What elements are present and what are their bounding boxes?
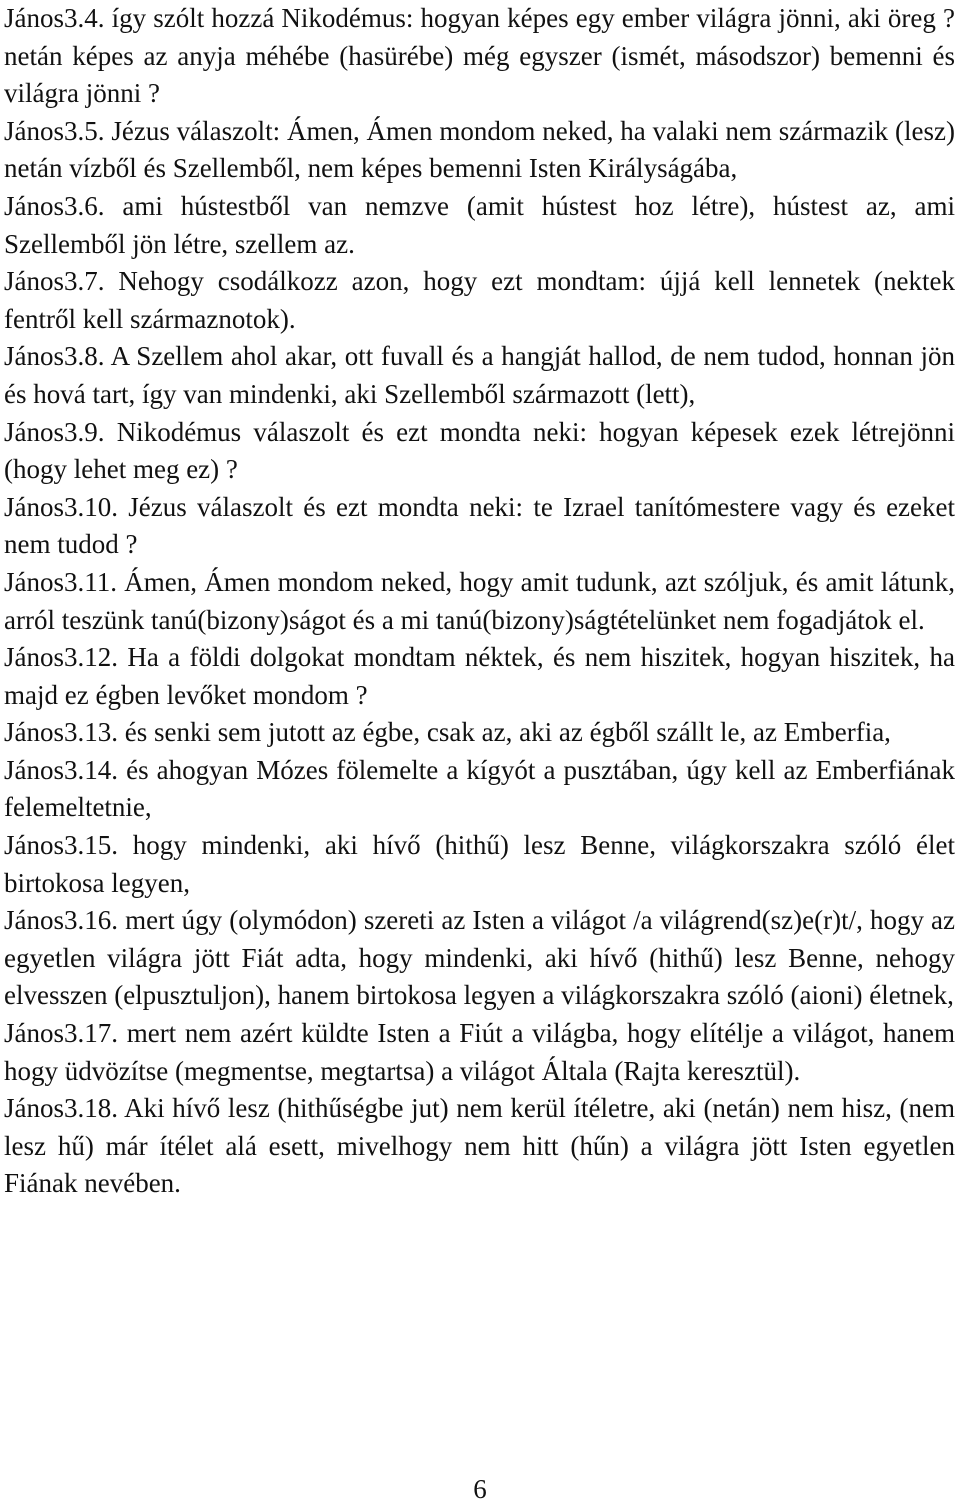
verse-text: és ahogyan Mózes fölemelte a kígyót a pusztában, úgy kell az Emberfiának felemeltetnie,	[4, 754, 955, 823]
verse-text: így szólt hozzá Nikodémus: hogyan képes egy ember világra jönni, aki öreg ? netán képes az anyja méhébe (hasürébe) még egyszer (ismét, másodszor) bemenni és világra jönni ?	[4, 3, 955, 109]
verse-text: A Szellem ahol akar, ott fuvall és a hangját hallod, de nem tudod, honnan jön és hová tart, így van mindenki, aki Szellemből származott (lett),	[4, 341, 956, 409]
verse-reference: János3.7.	[4, 266, 105, 297]
document-body	[4, 0, 955, 1203]
verse-jn-3-5	[4, 113, 955, 188]
verse-reference: János3.14.	[4, 754, 118, 785]
verse-text: ami hústestből van nemzve (amit hústest hoz létre), hústest az, ami Szellemből jön létre, szellem az.	[4, 190, 955, 259]
verse-jn-3-6	[4, 188, 955, 263]
verse-text: Ha a földi dolgokat mondtam néktek, és nem hiszitek, hogyan hiszitek, ha majd ez égben levőket mondom ?	[4, 642, 955, 710]
verse-jn-3-16	[4, 902, 955, 1015]
verse-jn-3-17	[4, 1015, 955, 1090]
verse-jn-3-12	[4, 639, 955, 714]
verse-reference: János3.16.	[4, 905, 118, 936]
verse-reference: János3.8.	[4, 341, 105, 372]
verse-reference: János3.10.	[4, 491, 118, 522]
verse-text: Jézus válaszolt és ezt mondta neki: te Izrael tanítómestere vagy és ezeket nem tudod ?	[4, 491, 956, 560]
verse-jn-3-8	[4, 338, 955, 413]
verse-text: Nikodémus válaszolt és ezt mondta neki: hogyan képesek ezek létrejönni (hogy lehet meg ez) ?	[4, 416, 956, 485]
verse-reference: János3.12.	[4, 642, 118, 673]
verse-jn-3-10	[4, 489, 955, 564]
page-number: 6	[473, 1474, 487, 1504]
verse-jn-3-4	[4, 0, 955, 113]
verse-reference: János3.11.	[4, 566, 117, 597]
verse-reference: János3.5.	[4, 115, 105, 146]
verse-text: Ámen, Ámen mondom neked, hogy amit tudunk, azt szóljuk, és amit látunk, arról teszünk tanú(bizony)ságot és a mi tanú(bizony)ságtételünket nem fogadjátok el.	[4, 566, 956, 635]
verse-reference: János3.17.	[4, 1018, 118, 1049]
verse-reference: János3.9.	[4, 416, 105, 447]
verse-text: mert nem azért küldte Isten a Fiút a világba, hogy elítélje a világot, hanem hogy üdvözítse (megmentse, megtartsa) a világot Általa (Rajta keresztül).	[4, 1018, 955, 1086]
verse-text: Nehogy csodálkozz azon, hogy ezt mondtam: újjá kell lennetek (nektek fentről kell származnotok).	[4, 266, 955, 334]
verse-text: Jézus válaszolt: Ámen, Ámen mondom neked, ha valaki nem származik (lesz) netán vízből és Szellemből, nem képes bemenni Isten Királyságába,	[4, 115, 955, 184]
verse-jn-3-13	[4, 714, 955, 752]
verse-jn-3-9	[4, 414, 955, 489]
verse-reference: János3.6.	[4, 190, 105, 221]
verse-text: és senki sem jutott az égbe, csak az, aki az égből szállt le, az Emberfia,	[124, 717, 891, 748]
verse-jn-3-7	[4, 263, 955, 338]
verse-reference: János3.18.	[4, 1093, 118, 1124]
verse-jn-3-14	[4, 752, 955, 827]
verse-reference: János3.15.	[4, 830, 118, 861]
verse-jn-3-11	[4, 564, 955, 639]
verse-jn-3-18	[4, 1090, 955, 1203]
verse-text: hogy mindenki, aki hívő (hithű) lesz Benne, világkorszakra szóló élet birtokosa legyen,	[4, 830, 955, 898]
verse-reference: János3.13.	[4, 717, 118, 748]
verse-text: Aki hívő lesz (hithűségbe jut) nem kerül ítéletre, aki (netán) nem hisz, (nem lesz hű) már ítélet alá esett, mivelhogy nem hitt (hűn) a világra jött Isten egyetlen Fiának nevében.	[4, 1093, 956, 1199]
verse-reference: János3.4.	[4, 3, 105, 33]
verse-jn-3-15	[4, 827, 955, 902]
verse-text: mert úgy (olymódon) szereti az Isten a világot /a világrend(sz)e(r)t/, hogy az egyetlen világra jött Fiát adta, hogy mindenki, aki hívő (hithű) lesz Benne, nehogy elvesszen (elpusztuljon), hanem birtokosa legyen a világkorszakra szóló (aioni) életnek,	[4, 905, 955, 1011]
